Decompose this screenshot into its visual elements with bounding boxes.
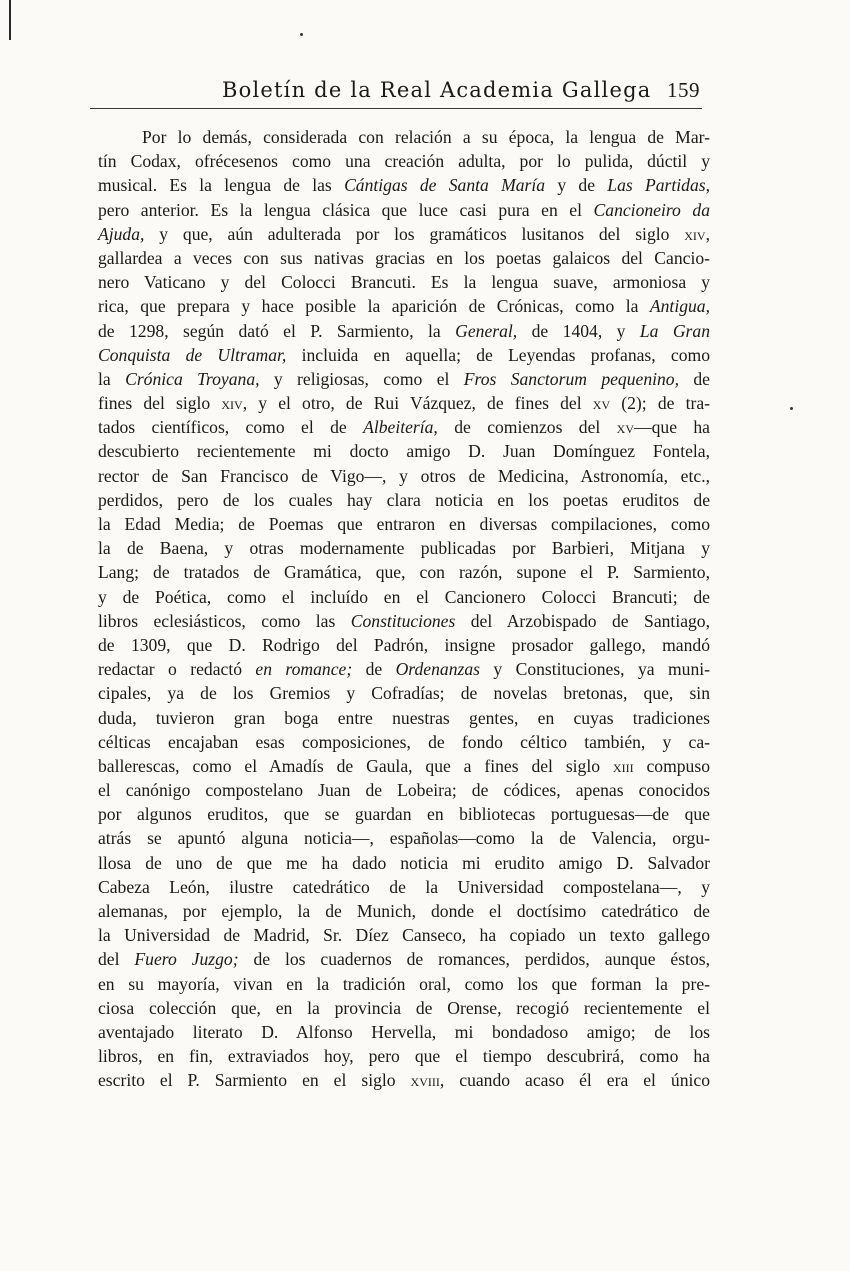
- running-title: Boletín de la Real Academia Gallega: [222, 78, 652, 102]
- text-run: de 1404, y: [517, 320, 640, 341]
- text-line: [98, 198, 710, 222]
- text-run: de: [352, 659, 396, 680]
- text-line: [98, 367, 710, 391]
- text-run: Lang; de tratados de Gramática, que, con razón, supone el P. Sarmiento,: [98, 562, 710, 583]
- text-line: [98, 875, 710, 899]
- text-run: aventajado literato D. Alfonso Hervella, mi bondadoso amigo; de los: [98, 1021, 710, 1042]
- italic-title: Cancioneiro da: [593, 199, 710, 220]
- text-line: [98, 173, 710, 197]
- italic-title: La Gran: [639, 320, 710, 341]
- text-run: duda, tuvieron gran boga entre nuestras gentes, en cuyas tradiciones: [98, 707, 710, 728]
- text-run: tín Codax, ofrécesenos como una creación adulta, por lo pulida, dúctil y: [98, 151, 710, 172]
- text-run: ballerescas, como el Amadís de Gaula, que a fines del siglo: [98, 755, 613, 776]
- text-line: [98, 464, 710, 488]
- page-number: 159: [667, 78, 700, 102]
- text-line: [98, 415, 710, 439]
- text-run: musical. Es la lengua de las: [98, 175, 345, 196]
- text-line: [98, 343, 710, 367]
- italic-title: General,: [455, 320, 518, 341]
- text-line: [98, 923, 710, 947]
- text-run: Por lo demás, considerada con relación a su época, la lengua de Mar-: [142, 127, 710, 147]
- italic-title: Fuero Juzgo;: [134, 949, 239, 970]
- text-line: [98, 730, 710, 754]
- text-line: [98, 754, 710, 778]
- text-line: [98, 391, 710, 415]
- text-run: y Constituciones, ya muni-: [479, 659, 710, 680]
- text-run: del: [98, 949, 135, 970]
- text-line: [98, 609, 710, 633]
- italic-title: Fros Sanctorum pequenino,: [463, 368, 680, 389]
- text-run: Cabeza León, ilustre catedrático de la Universidad compostelana—, y: [98, 876, 710, 897]
- italic-title: en romance;: [255, 659, 353, 680]
- text-line: [98, 149, 710, 173]
- italic-title: Conquista de Ultramar,: [98, 344, 287, 365]
- text-run: el canónigo compostelano Juan de Lobeira; de códices, apenas conocidos: [98, 780, 710, 801]
- text-line: [98, 270, 710, 294]
- text-run: de comienzos del: [437, 417, 617, 438]
- text-line: [98, 560, 710, 584]
- roman-numeral: xv: [616, 417, 635, 438]
- text-line: [98, 947, 710, 971]
- text-line: [98, 294, 710, 318]
- text-run: pero anterior. Es la lengua clásica que luce casi pura en el: [98, 199, 594, 220]
- italic-title: Antigua,: [649, 296, 710, 317]
- page-edge-mark: [9, 0, 11, 40]
- running-header: [90, 74, 702, 109]
- text-run: ,: [705, 223, 710, 244]
- ink-speck: [790, 407, 793, 410]
- italic-title: Crónica Troyana,: [125, 368, 260, 389]
- text-line: [98, 778, 710, 802]
- italic-title: Constituciones: [350, 610, 456, 631]
- italic-title: Ordenanzas: [395, 659, 480, 680]
- text-line: [98, 899, 710, 923]
- roman-numeral: xv: [592, 393, 611, 414]
- text-run: y religiosas, como el: [259, 368, 464, 389]
- text-run: llosa de uno de que me ha dado noticia mi erudito amigo D. Salvador: [98, 852, 710, 873]
- text-run: rector de San Francisco de Vigo—, y otros de Medicina, Astronomía, etc.,: [98, 465, 710, 486]
- text-run: la de Baena, y otras modernamente publicadas por Barbieri, Mitjana y: [98, 538, 710, 559]
- text-run: y de Poética, como el incluído en el Cancionero Colocci Brancuti; de: [98, 586, 710, 607]
- text-run: atrás se apuntó alguna noticia—, españolas—como la de Valencia, orgu-: [98, 828, 710, 849]
- roman-numeral: xiv: [221, 393, 243, 414]
- text-run: célticas encajaban esas composiciones, de fondo céltico también, y ca-: [98, 731, 710, 752]
- text-run: de 1298, según dató el P. Sarmiento, la: [98, 320, 456, 341]
- text-run: —que ha: [634, 417, 710, 438]
- italic-title: Las Partidas,: [607, 175, 710, 196]
- text-line: [98, 512, 710, 536]
- text-run: tados científicos, como el de: [98, 417, 364, 438]
- text-run: la: [98, 368, 126, 389]
- text-line: [98, 657, 710, 681]
- text-run: de 1309, que D. Rodrigo del Padrón, insigne prosador gallego, mandó: [98, 634, 710, 655]
- text-run: escrito el P. Sarmiento en el siglo: [98, 1070, 411, 1091]
- text-run: del Arzobispado de Santiago,: [455, 610, 711, 631]
- text-run: redactar o redactó: [98, 659, 256, 680]
- text-run: libros eclesiásticos, como las: [98, 610, 351, 631]
- text-line: [98, 439, 710, 463]
- text-run: descubierto recientemente mi docto amigo D. Juan Domínguez Fontela,: [98, 441, 710, 462]
- text-run: ciosa colección que, en la provincia de Orense, recogió recientemente el: [98, 997, 710, 1018]
- text-run: alemanas, por ejemplo, la de Munich, donde el doctísimo catedrático de: [98, 901, 710, 921]
- text-run: cipales, ya de los Gremios y Cofradías; de novelas bretonas, que, sin: [98, 683, 710, 704]
- text-run: y de: [545, 175, 608, 196]
- text-line: [98, 802, 710, 826]
- text-line: [98, 851, 710, 875]
- text-run: en su mayoría, vivan en la tradición oral, como los que forman la pre-: [98, 973, 710, 994]
- text-run: incluida en aquella; de Leyendas profanas, como: [286, 344, 710, 365]
- text-run: por algunos eruditos, que se guardan en bibliotecas portuguesas—de que: [98, 804, 710, 825]
- text-run: , y el otro, de Rui Vázquez, de fines del: [242, 393, 593, 414]
- text-run: la Edad Media; de Poemas que entraron en diversas compilaciones, como: [98, 514, 710, 534]
- text-run: compuso: [633, 755, 710, 776]
- text-line: [98, 585, 710, 609]
- text-run: y que, aún adulterada por los gramáticos lusitanos del siglo: [144, 223, 685, 244]
- text-line: [98, 536, 710, 560]
- text-line: [98, 706, 710, 730]
- text-run: nero Vaticano y del Colocci Brancuti. Es la lengua suave, armoniosa y: [98, 272, 710, 293]
- text-run: libros, en fin, extraviados hoy, pero que el tiempo descubrirá, como ha: [98, 1046, 710, 1067]
- text-line: [98, 972, 710, 996]
- text-line: [98, 1068, 710, 1092]
- italic-title: Ajuda,: [98, 223, 145, 244]
- text-run: gallardea a veces con sus nativas gracias en los poetas galaicos del Cancio-: [98, 247, 710, 268]
- text-line: [98, 826, 710, 850]
- roman-numeral: xiv: [684, 223, 706, 244]
- text-run: la Universidad de Madrid, Sr. Díez Canseco, ha copiado un texto gallego: [98, 925, 710, 946]
- text-run: , cuando acaso él era el único: [439, 1070, 711, 1091]
- italic-title: Cántigas de Santa María: [344, 175, 546, 196]
- text-line: [98, 246, 710, 270]
- text-line: [98, 319, 710, 343]
- text-run: de: [679, 368, 710, 389]
- text-line: [98, 1044, 710, 1068]
- text-line: [98, 488, 710, 512]
- text-run: perdidos, pero de los cuales hay clara noticia en los poetas eruditos de: [98, 489, 710, 510]
- body-paragraph: [98, 125, 710, 1093]
- text-run: fines del siglo: [98, 393, 222, 414]
- text-run: de los cuadernos de romances, perdidos, aunque éstos,: [238, 949, 710, 970]
- roman-numeral: xiii: [612, 755, 634, 776]
- text-line: [98, 633, 710, 657]
- text-line: [98, 1020, 710, 1044]
- roman-numeral: xviii: [410, 1070, 440, 1091]
- text-line: [98, 222, 710, 246]
- text-line: [98, 681, 710, 705]
- italic-title: Albeitería,: [363, 417, 438, 438]
- ink-speck: [300, 33, 303, 36]
- text-run: (2); de tra-: [610, 393, 710, 414]
- text-line: [98, 996, 710, 1020]
- text-run: rica, que prepara y hace posible la aparición de Crónicas, como la: [98, 296, 650, 317]
- text-line: [98, 125, 710, 149]
